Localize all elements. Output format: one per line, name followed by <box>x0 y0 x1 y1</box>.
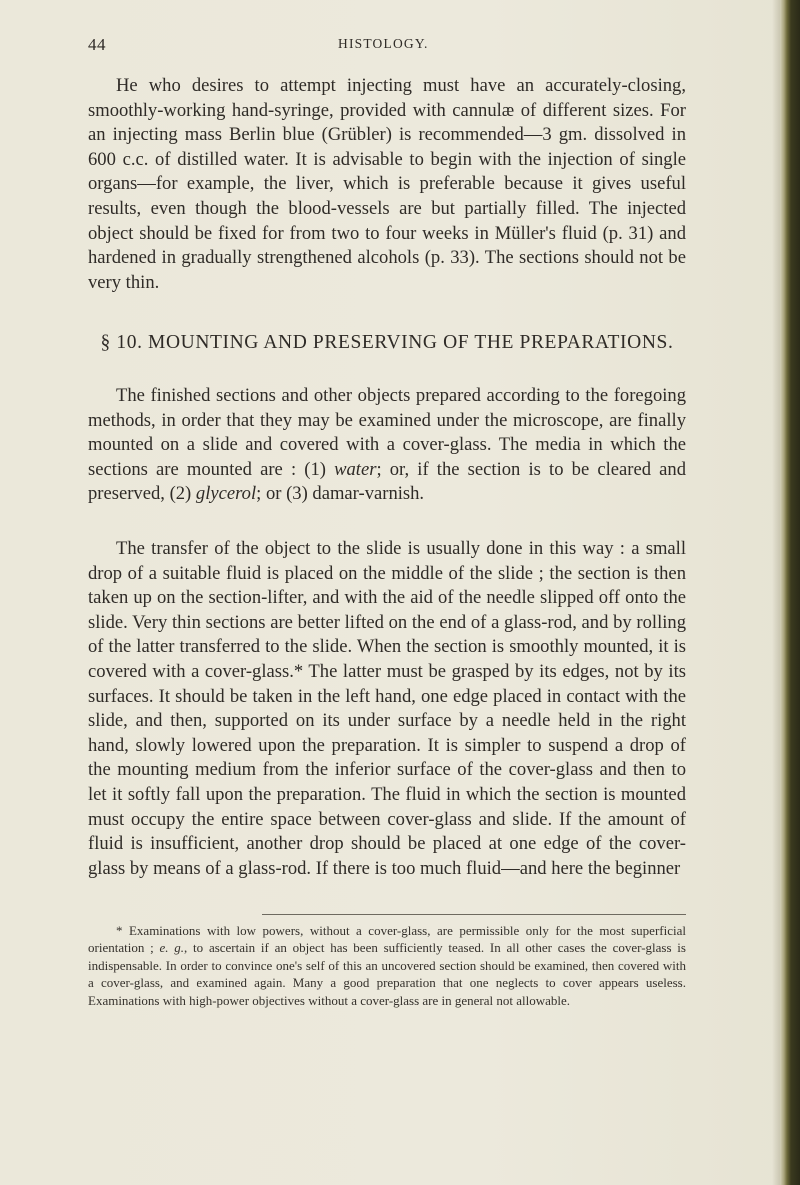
section-heading: § 10. MOUNTING AND PRESERVING OF THE PREPARATIONS. <box>100 332 674 353</box>
paragraph-text: ; or, if the section is to be cleared and preserved, (2) <box>88 458 686 505</box>
running-title: HISTOLOGY. <box>338 36 429 51</box>
paragraph-mounting-media <box>88 384 686 507</box>
page-gutter-shadow <box>772 0 780 1185</box>
footnote-text: , to ascertain if an object has been sufficiently teased. In all other cases the cover-glass is indispensable. In order to convince one's self of this an uncovered section should be examined, then covered with a cover-glass, and examined again. Many a good preparation that one neglects to cover appears useless. Examinations with high-power objectives without a cover-glass are in general not allowable. <box>88 940 686 1008</box>
footnote-italic-eg: e. g. <box>159 940 185 956</box>
book-edge <box>780 0 800 1185</box>
paragraph-injecting: He who desires to attempt injecting must have an accurately-closing, smoothly-working hand-syringe, provided with cannulæ of different sizes. For an injecting mass Berlin blue (Grübler) is recommended—3 gm. dissolved in 600 c.c. of distilled water. It is advisable to begin with the injection of single organs—for example, the liver, which is preferable because it gives useful results, even though the blood-vessels are but partially filled. The injected object should be fixed for from two to four weeks in Müller's fluid (p. 31) and hardened in gradually strengthened alcohols (p. 33). The sections should not be very thin. <box>88 75 686 293</box>
page-number: 44 <box>88 35 106 54</box>
paragraph-text: ; or (3) damar-varnish. <box>256 483 425 505</box>
italic-term-glycerol: glycerol <box>195 483 257 505</box>
italic-term-water: water <box>334 458 377 480</box>
running-head <box>0 35 780 59</box>
footnote <box>88 922 686 1009</box>
paragraph-transfer: The transfer of the object to the slide is usually done in this way : a small drop of a suitable fluid is placed on the middle of the slide ; the section is then taken up on the section-lifter, and with the aid of the needle slipped off onto the slide. Very thin sections are better lifted on the end of a glass-rod, and by rolling of the latter transferred to the slide. When the section is smoothly mounted, it is covered with a cover-glass.* The latter must be grasped by its edges, not by its surfaces. It should be taken in the left hand, one edge placed in contact with the slide, and then, supported on its under surface by a needle held in the right hand, slowly lowered upon the preparation. It is simpler to suspend a drop of the mounting medium from the inferior surface of the cover-glass and then to let it softly fall upon the preparation. The fluid in which the section is mounted must occupy the entire space between cover-glass and slide. If the amount of fluid is insufficient, another drop should be placed at one edge of the cover-glass by means of a glass-rod. If there is too much fluid—and here the beginner <box>88 538 686 879</box>
footnote-text: * Examinations with low powers, without a cover-glass, are permissible only for the most superficial orientation ; <box>88 923 686 956</box>
paragraph-text: The finished sections and other objects prepared according to the foregoing methods, in order that they may be examined under the microscope, are finally mounted on a slide and covered with a cover-glass. The media in which the sections are mounted are : (1) <box>88 385 686 480</box>
footnote-rule <box>262 914 686 915</box>
